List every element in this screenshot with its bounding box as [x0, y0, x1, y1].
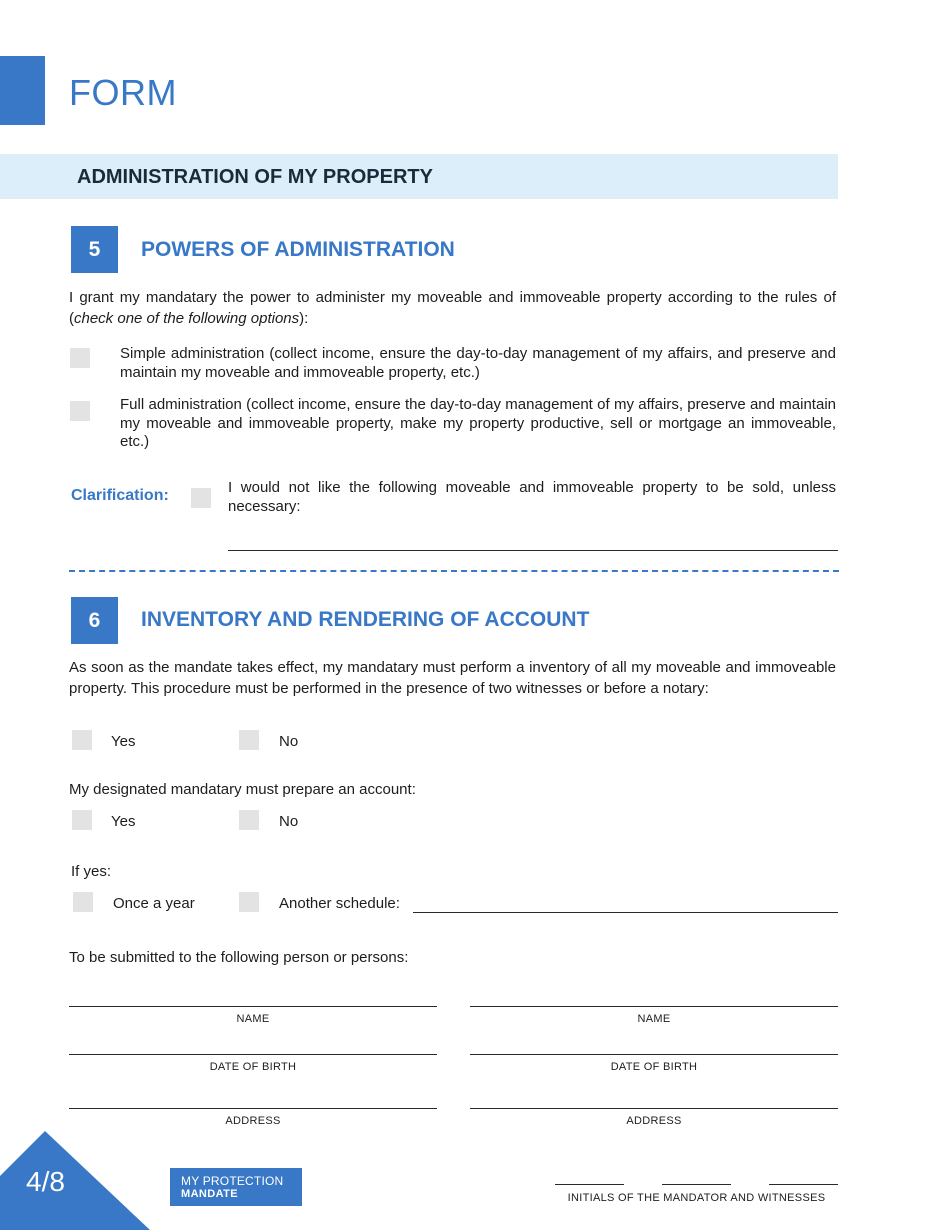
clarification-checkbox[interactable] — [191, 488, 211, 508]
simple-administration-checkbox[interactable] — [70, 348, 90, 368]
header-accent-block — [0, 56, 45, 125]
section-6-number: 6 — [71, 597, 118, 644]
inventory-yes-checkbox[interactable] — [72, 730, 92, 750]
another-schedule-checkbox[interactable] — [239, 892, 259, 912]
account-no-label: No — [279, 813, 299, 830]
section-5-intro — [69, 287, 836, 329]
section-5-title: POWERS OF ADMINISTRATION — [141, 238, 455, 261]
full-administration-label: Full administration (collect income, ensure the day-to-day management of my affairs, preserve and maintain my moveable and immoveable property, make my property productive, sell or mortgage an immoveable, etc.) — [120, 396, 836, 450]
person-2-dob-label: DATE OF BIRTH — [610, 1061, 698, 1073]
brand-logo — [170, 1168, 302, 1206]
initials-line-2[interactable] — [662, 1184, 731, 1185]
section-5-number: 5 — [71, 226, 118, 273]
inventory-no-checkbox[interactable] — [239, 730, 259, 750]
person-1-dob-line[interactable] — [69, 1054, 437, 1055]
person-2-name-label: NAME — [637, 1013, 671, 1025]
person-2-name-line[interactable] — [470, 1006, 838, 1007]
simple-administration-label: Simple administration (collect income, ensure the day-to-day management of my affairs, and preserve and maintain my moveable and immoveable property, etc.) — [120, 345, 836, 381]
clarification-input-line[interactable] — [228, 550, 838, 551]
clarification-text: I would not like the following moveable and immoveable property to be sold, unless necessary: — [228, 479, 836, 515]
clarification-label: Clarification: — [71, 487, 169, 504]
account-yes-label: Yes — [111, 813, 136, 830]
once-a-year-label: Once a year — [113, 895, 195, 912]
person-1-name-label: NAME — [236, 1013, 270, 1025]
full-administration-checkbox[interactable] — [70, 401, 90, 421]
person-1-address-line[interactable] — [69, 1108, 437, 1109]
initials-label: INITIALS OF THE MANDATOR AND WITNESSES — [567, 1192, 826, 1204]
person-1-name-line[interactable] — [69, 1006, 437, 1007]
person-1-address-label: ADDRESS — [225, 1115, 281, 1127]
once-a-year-checkbox[interactable] — [73, 892, 93, 912]
section-6-title: INVENTORY AND RENDERING OF ACCOUNT — [141, 608, 590, 631]
person-2-dob-line[interactable] — [470, 1054, 838, 1055]
brand-line-2: MANDATE — [181, 1188, 238, 1200]
person-2-address-label: ADDRESS — [626, 1115, 682, 1127]
account-yes-checkbox[interactable] — [72, 810, 92, 830]
brand-line-1: MY PROTECTION — [181, 1174, 284, 1188]
another-schedule-input-line[interactable] — [413, 912, 838, 913]
section-6-intro: As soon as the mandate takes effect, my mandatary must perform a inventory of all my moveable and immoveable property. This procedure must be performed in the presence of two witnesses or before a notary: — [69, 659, 836, 697]
inventory-yes-label: Yes — [111, 733, 136, 750]
inventory-no-label: No — [279, 733, 299, 750]
account-question: My designated mandatary must prepare an account: — [69, 781, 416, 798]
account-no-checkbox[interactable] — [239, 810, 259, 830]
section-divider — [69, 570, 839, 572]
if-yes-label: If yes: — [71, 863, 112, 880]
initials-line-3[interactable] — [769, 1184, 838, 1185]
page-title: FORM — [69, 72, 177, 113]
person-1-dob-label: DATE OF BIRTH — [209, 1061, 297, 1073]
submitted-to-label: To be submitted to the following person or persons: — [69, 949, 409, 966]
intro-emphasis: check one of the following options — [74, 310, 300, 327]
page-number: 4/8 — [26, 1166, 65, 1197]
intro-text: I grant my mandatary the power to administer my moveable and immoveable property according to the rules of ( — [69, 289, 836, 327]
footer-triangle — [0, 1131, 150, 1230]
another-schedule-label: Another schedule: — [279, 895, 400, 912]
intro-close: ): — [299, 310, 309, 327]
band-title: ADMINISTRATION OF MY PROPERTY — [77, 166, 433, 188]
initials-line-1[interactable] — [555, 1184, 624, 1185]
person-2-address-line[interactable] — [470, 1108, 838, 1109]
